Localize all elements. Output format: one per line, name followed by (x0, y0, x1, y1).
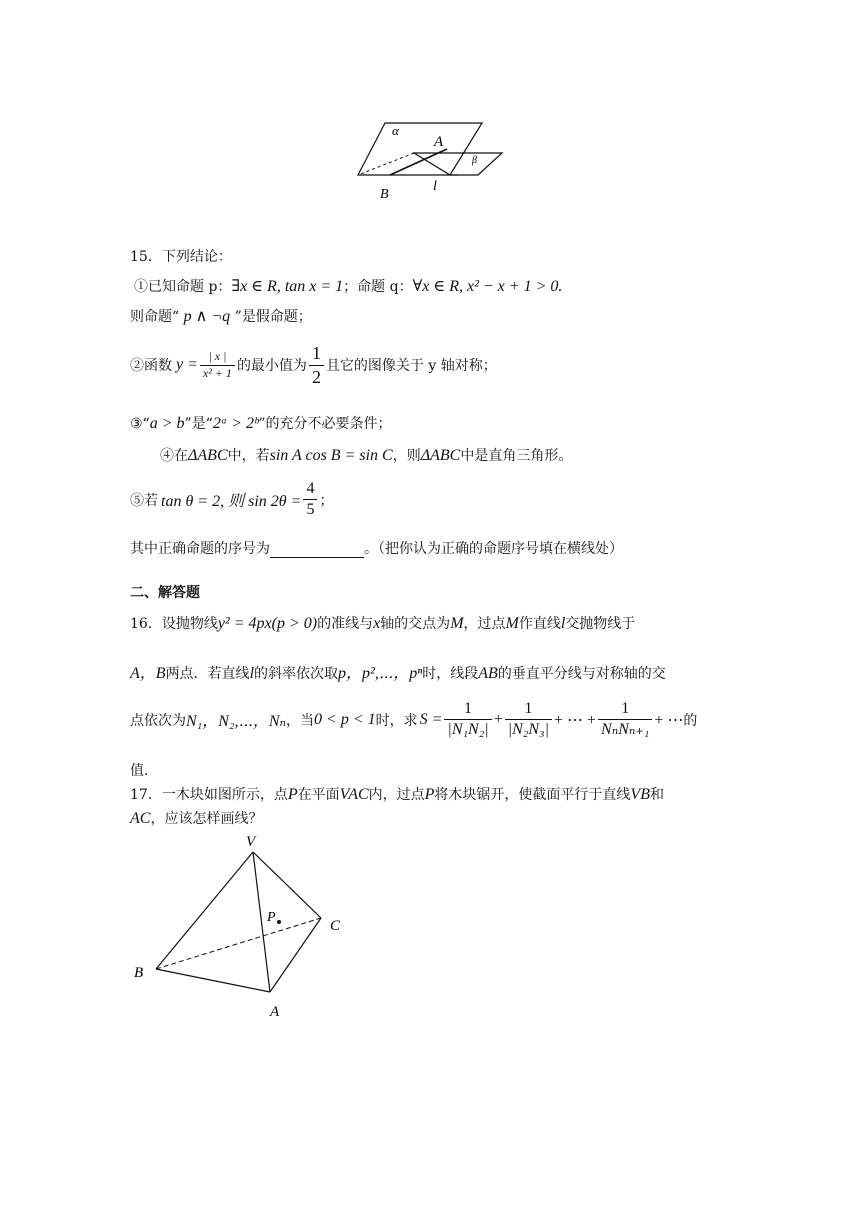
q15-item4-mid2: ，则 (392, 448, 421, 464)
q17-P2: P (424, 786, 435, 803)
q15-item3-pre: ③“ (130, 416, 150, 432)
q16-frac2-den: |N₂N₃| (505, 719, 552, 739)
q16-AB2: AB (478, 665, 498, 682)
q15-item4-post: 中是直角三角形。 (460, 448, 573, 464)
q15-item2-lhs: y = (176, 356, 198, 374)
label-C: C (330, 918, 341, 934)
q17-AC: AC (130, 810, 151, 827)
q17-line1-e: 和 (649, 787, 664, 803)
q15-item1-b: ；命题 q： (343, 279, 413, 295)
label-V: V (246, 834, 256, 850)
q17-VAC: VAC (339, 786, 369, 803)
q15-item2-pre: ②函数 (130, 358, 172, 375)
planes-figure (350, 118, 510, 204)
q16-line1-d: ，过点 (463, 616, 506, 632)
q16-x: x (373, 615, 381, 632)
q16-frac2 (505, 700, 552, 740)
q16-frac1-num: 1 (464, 700, 473, 717)
q15-item1 (134, 276, 562, 296)
q15-item2-half-num: 1 (311, 343, 321, 363)
q15-item2-num: | x | (208, 348, 227, 363)
q16-line2-d: 的垂直平分线与对称轴的交 (497, 666, 666, 682)
q16-parabola-eq: y² = 4px(p > 0) (217, 615, 318, 632)
q15-item3-formula2: 2ᵃ > 2ᵇ (212, 415, 259, 432)
q16-plus: + (493, 710, 503, 728)
q16-N-seq: N₁，N₂,⋯，Nₙ (186, 713, 287, 731)
q16-line2 (130, 660, 666, 683)
q15-item5 (130, 480, 333, 520)
q15-item5-den: 5 (303, 499, 317, 519)
label-B-tetra: B (134, 965, 144, 981)
q15-item2-fraction (200, 350, 235, 381)
q16-line4: 值． (130, 763, 158, 779)
q16-line3-b: ，当 (286, 712, 315, 729)
q17-line1 (130, 784, 664, 804)
label-l: l (433, 179, 437, 194)
q15-header: 15．下列结论： (130, 249, 232, 265)
q15-answer-pre: 其中正确命题的序号为 (130, 541, 270, 557)
q16-M2: M (505, 615, 519, 632)
q17-line1-a: 17．一木块如图所示，点 (130, 787, 288, 803)
q16-frac1-den: |N₁N₂| (444, 719, 491, 739)
q16-frac3-den: NₙNₙ₊₁ (598, 719, 652, 739)
label-A: A (434, 134, 444, 150)
label-B: B (380, 187, 389, 202)
answer-blank[interactable] (270, 543, 364, 558)
q16-tail: + ⋯ (654, 711, 684, 729)
q15-answer-post: 。（把你认为正确的命题序号填在横线处） (364, 541, 623, 557)
tetrahedron-figure (128, 830, 358, 1025)
q15-item4-tri1: ΔABC (188, 447, 228, 464)
q16-line3-a: 点依次为 (130, 712, 186, 729)
q15-item4-mid1: 中，若 (227, 448, 270, 464)
q16-dots: + ⋯ + (553, 711, 597, 729)
q16-AB: A，B (130, 665, 166, 682)
label-A-tetra: A (270, 1004, 280, 1020)
q17-line2 (130, 808, 262, 828)
q15-item3-post: ”的充分不必要条件； (258, 416, 392, 432)
q15-item1-c-formula: p ∧ ¬q (183, 308, 231, 325)
q15-item1-p-formula: ∃x ∈ R, tan x = 1 (231, 278, 344, 295)
q15-item3 (130, 413, 392, 433)
q16-line3-c: 时，求 (375, 712, 418, 729)
q15-item4 (160, 445, 572, 465)
q16-line3 (130, 700, 697, 740)
label-beta: β (472, 155, 477, 166)
q15-item2-den: x² + 1 (200, 365, 235, 381)
q15-item2-half-den: 2 (309, 365, 324, 388)
q16-S: S = (419, 710, 443, 728)
q15-item4-tri2: ΔABC (420, 447, 461, 464)
q15-item2-mid: 的最小值为 (236, 358, 307, 375)
q16-frac1 (444, 700, 491, 740)
q15-item5-num: 4 (306, 480, 315, 497)
q15-item1-q-formula: ∀x ∈ R, x² − x + 1 > 0. (412, 278, 563, 295)
q15-item2-half (309, 343, 324, 387)
q16-line2-a: 两点．若直线 (165, 666, 250, 682)
q15-item5-post: ； (319, 492, 334, 509)
q15-item1-c-post: ”是假命题； (230, 309, 312, 325)
q15-item4-cond: sin A cos B = sin C (269, 447, 393, 464)
q17-line1-b: 在平面 (297, 787, 340, 803)
q17-line1-c: 内，过点 (368, 787, 425, 803)
q16-M: M (450, 615, 464, 632)
q16-frac3 (598, 700, 652, 740)
q15-item5-fraction (303, 480, 317, 520)
q16-line2-c: 时，线段 (422, 666, 479, 682)
q15-answer-line (130, 538, 623, 558)
q17-line2-a: ，应该怎样画线？ (150, 811, 263, 827)
q16-l2: l (249, 665, 255, 682)
q16-line3-d: 的 (683, 712, 698, 729)
q16-line1-e: 作直线 (518, 616, 561, 632)
q15-item3-formula1: a > b (149, 415, 185, 432)
q16-slope-seq: p，p²,⋯，pⁿ (338, 665, 423, 682)
q16-line2-b: 的斜率依次取 (254, 666, 339, 682)
label-P: P (267, 910, 276, 925)
label-alpha: α (392, 123, 399, 138)
q17-P: P (287, 786, 298, 803)
q16-frac2-num: 1 (524, 700, 533, 717)
q17-line1-d: 将木块锯开，使截面平行于直线 (434, 787, 631, 803)
q16-line1-c: 轴的交点为 (380, 616, 451, 632)
q16-line1-f: 交抛物线于 (565, 616, 636, 632)
q15-item4-pre: ④在 (160, 448, 188, 464)
q16-l: l (560, 615, 566, 632)
q15-item5-pre: ⑤若 (130, 492, 158, 509)
q15-item1-c-pre: 则命题“ (130, 309, 184, 325)
q15-item2 (130, 343, 497, 387)
section-title: 二、解答题 (130, 585, 200, 601)
q15-item2-post: 且它的图像关于 y 轴对称； (325, 358, 497, 375)
q16-frac3-num: 1 (621, 700, 630, 717)
q15-item1-conclusion (130, 306, 312, 326)
q17-VB: VB (630, 786, 650, 803)
q15-item5-formula: tan θ = 2, 则 sin 2θ = (161, 493, 302, 511)
q15-item3-mid: ”是“ (184, 416, 213, 432)
q16-line1-a: 16．设抛物线 (130, 616, 218, 632)
q16-line1-b: 的准线与 (317, 616, 374, 632)
q16-cond: 0 < p < 1 (314, 710, 376, 728)
q16-line1 (130, 613, 635, 633)
q15-item1-a: ①已知命题 p： (134, 279, 232, 295)
